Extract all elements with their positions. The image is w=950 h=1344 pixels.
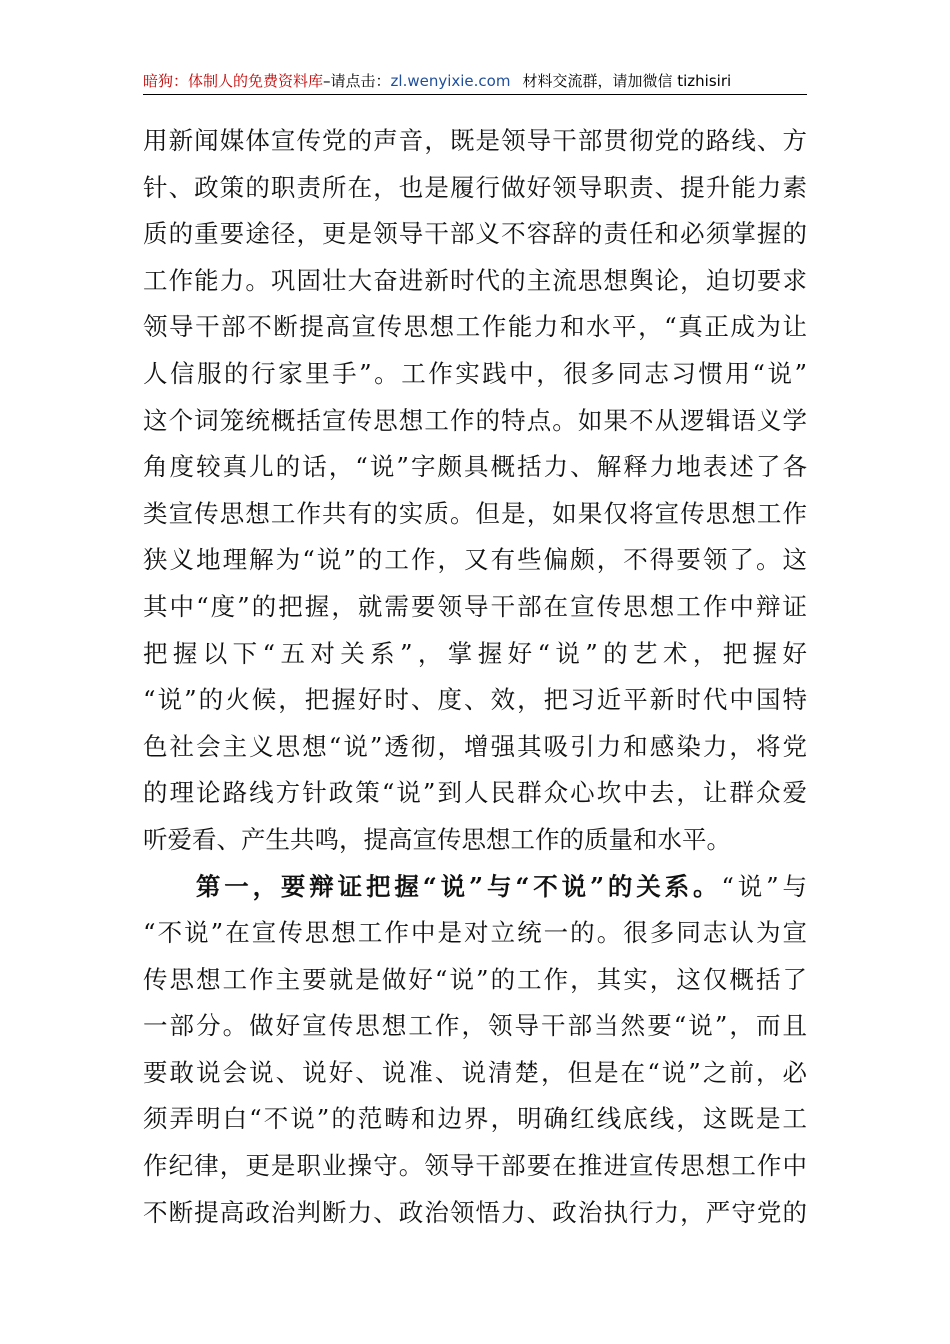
site-url-link[interactable]: zl.wenyixie.com — [390, 72, 511, 90]
document-body — [143, 118, 807, 1236]
text-line: 这个词笼统概括宣传思想工作的特点。如果不从逻辑语义学 — [143, 405, 807, 435]
text-line: 要敢说会说、说好、说准、说清楚，但是在“说”之前，必 — [143, 1057, 807, 1087]
group-notice: 材料交流群，请加微信 tizhisiri — [522, 72, 732, 90]
paragraph-first-point — [143, 864, 807, 1237]
text-line: 工作能力。巩固壮大奋进新时代的主流思想舆论，迫切要求 — [143, 265, 807, 295]
section-heading: 第一，要辩证把握“说”与“不说”的关系。 — [192, 871, 722, 901]
site-name: 暗狗：体制人的免费资料库 — [143, 72, 324, 90]
text-line: 狭义地理解为“说”的工作，又有些偏颇，不得要领了。这 — [143, 545, 807, 575]
document-header — [143, 66, 807, 96]
text-line: “说”的火候，把握好时、度、效，把习近平新时代中国特 — [143, 685, 807, 715]
text-line: 把握以下“五对关系”，掌握好“说”的艺术，把握好 — [143, 638, 807, 668]
text-line-heading — [143, 864, 807, 911]
text-line: “不说”在宣传思想工作中是对立统一的。很多同志认为宣 — [143, 918, 807, 948]
click-prompt: –请点击： — [323, 72, 391, 90]
text-line: 用新闻媒体宣传党的声音，既是领导干部贯彻党的路线、方 — [143, 126, 807, 155]
text-line: 其中“度”的把握，就需要领导干部在宣传思想工作中辩证 — [143, 591, 807, 621]
paragraph-intro — [143, 118, 807, 864]
text-line: 角度较真儿的话，“说”字颇具概括力、解释力地表述了各 — [143, 452, 807, 482]
heading-line-continuation: “说”与 — [721, 871, 807, 901]
text-line: 领导干部不断提高宣传思想工作能力和水平，“真正成为让 — [143, 312, 807, 342]
text-line: 须弄明白“不说”的范畴和边界，明确红线底线，这既是工 — [143, 1104, 807, 1134]
text-line: 类宣传思想工作共有的实质。但是，如果仅将宣传思想工作 — [143, 498, 807, 528]
text-line: 传思想工作主要就是做好“说”的工作，其实，这仅概括了 — [143, 964, 807, 994]
text-line: 针、政策的职责所在，也是履行做好领导职责、提升能力素 — [143, 172, 807, 202]
text-line: 色社会主义思想“说”透彻，增强其吸引力和感染力，将党 — [143, 731, 807, 761]
text-line: 质的重要途径，更是领导干部义不容辞的责任和必须掌握的 — [143, 219, 807, 249]
header-divider — [143, 94, 807, 95]
text-line: 一部分。做好宣传思想工作，领导干部当然要“说”，而且 — [143, 1011, 807, 1041]
text-line: 不断提高政治判断力、政治领悟力、政治执行力，严守党的 — [143, 1197, 807, 1227]
text-line: 的理论路线方针政策“说”到人民群众心坎中去，让群众爱 — [143, 778, 807, 808]
text-line: 听爱看、产生共鸣，提高宣传思想工作的质量和水平。 — [143, 824, 731, 854]
text-line: 作纪律，更是职业操守。领导干部要在推进宣传思想工作中 — [143, 1151, 807, 1181]
text-line: 人信服的行家里手”。工作实践中，很多同志习惯用“说” — [143, 358, 807, 388]
